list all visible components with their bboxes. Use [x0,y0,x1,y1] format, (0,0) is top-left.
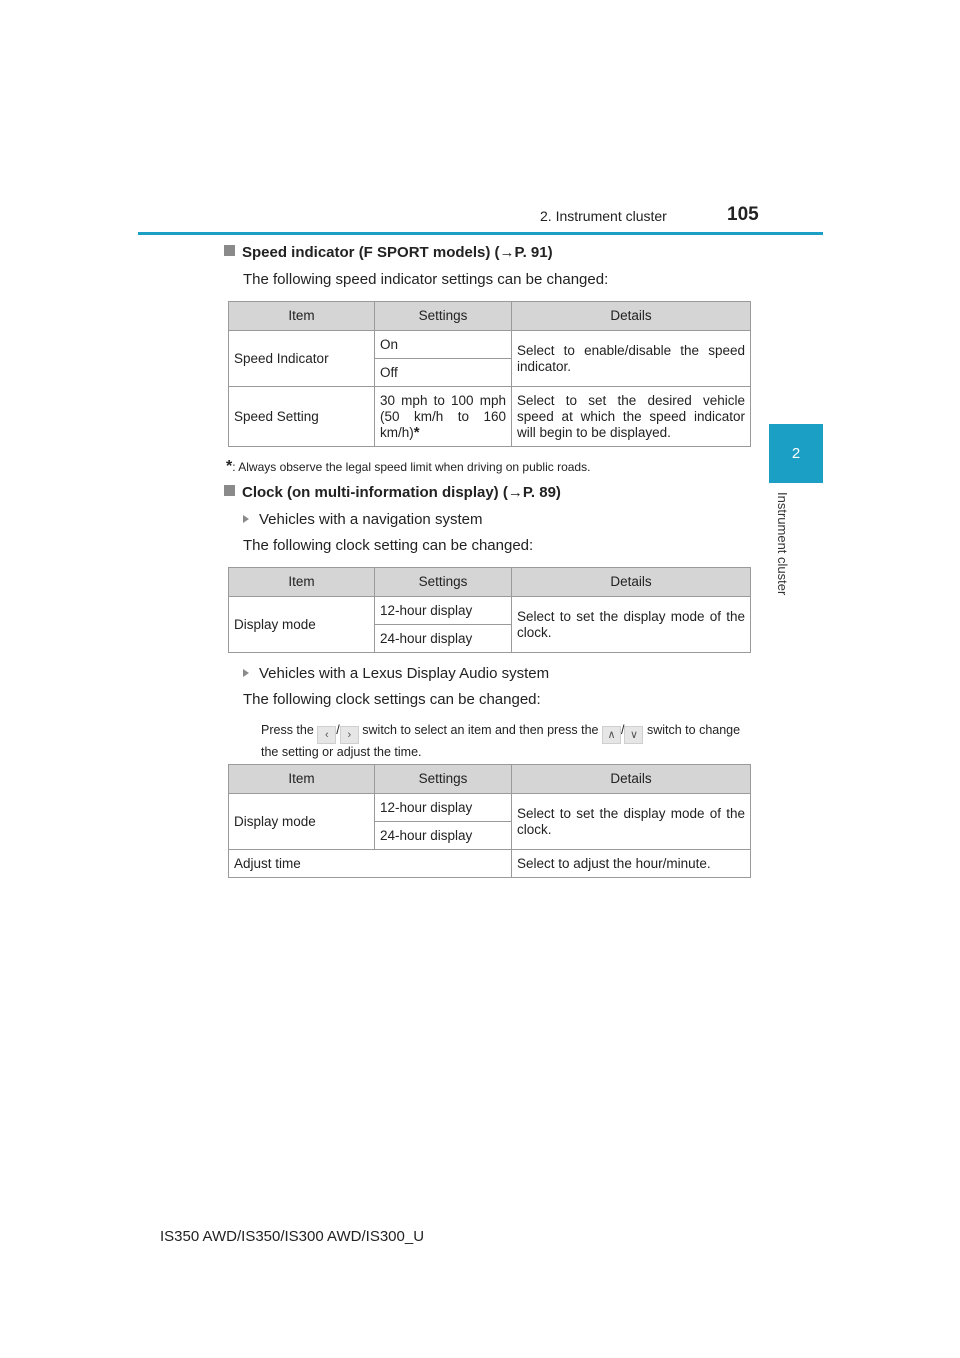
item-cell: Adjust time [229,850,512,878]
column-header: Settings [375,765,512,794]
table-header-row [229,765,751,794]
section-title: 2. Instrument cluster [540,208,667,224]
item-cell: Speed Setting [229,387,375,447]
setting-cell: 24-hour display [375,625,512,653]
column-header: Details [512,568,751,597]
table-row [229,387,751,447]
chapter-label: Instrument cluster [775,492,790,596]
details-cell: Select to enable/disable the speed indicator. [512,331,751,387]
chapter-number: 2 [791,445,801,462]
details-cell: Select to adjust the hour/minute. [512,850,751,878]
page-number: 105 [727,204,759,225]
clock-heading-text: Clock (on multi-information display) (→P. 89) [242,484,561,501]
chevron-right-icon: › [340,726,359,744]
speed-indicator-intro: The following speed indicator settings can be changed: [243,271,609,288]
table-row [229,794,751,822]
footnote-text: : Always observe the legal speed limit when driving on public roads. [232,460,591,474]
chapter-tab [769,424,823,483]
details-cell: Select to set the display mode of the clock. [512,597,751,653]
speed-indicator-heading-text: Speed indicator (F SPORT models) (→P. 91) [242,244,553,261]
chevron-up-icon: ∧ [602,726,621,744]
note-slash: / [336,723,340,737]
triangle-bullet-icon [243,515,249,523]
column-header: Settings [375,302,512,331]
footer-model: IS350 AWD/IS350/IS300 AWD/IS300_U [160,1228,425,1245]
item-cell: Display mode [229,794,375,850]
column-header: Item [229,765,375,794]
item-cell: Speed Indicator [229,331,375,387]
column-header: Settings [375,568,512,597]
lda-subheading-text: Vehicles with a Lexus Display Audio system [259,665,550,682]
chevron-down-icon: ∨ [624,726,643,744]
nav-system-subheading [243,511,482,528]
table-row [229,331,751,359]
item-cell: Display mode [229,597,375,653]
chevron-left-icon: ‹ [317,726,336,744]
setting-cell: On [375,331,512,359]
column-header: Details [512,765,751,794]
table-row [229,850,751,878]
note-text-3: switch to change the setting or adjust the time. [261,723,741,759]
column-header: Item [229,302,375,331]
triangle-bullet-icon [243,669,249,677]
footnote-marker: * [413,423,420,441]
clock-heading [224,484,561,501]
speed-indicator-table [228,301,751,447]
setting-cell: 12-hour display [375,597,512,625]
square-bullet-icon [224,485,235,496]
setting-text: 30 mph to 100 mph (50 km/h to 160 km/h) [380,392,506,440]
setting-cell: 12-hour display [375,794,512,822]
lda-clock-table [228,764,751,878]
lda-subheading [243,665,549,682]
setting-cell: 24-hour display [375,822,512,850]
details-cell: Select to set the display mode of the clock. [512,794,751,850]
setting-cell: Off [375,359,512,387]
lda-instruction-note [261,722,747,761]
column-header: Item [229,568,375,597]
details-cell: Select to set the desired vehicle speed at which the speed indicator will begin to be displayed. [512,387,751,447]
footnote-asterisk: * [226,458,233,475]
nav-clock-table [228,567,751,653]
table-header-row [229,302,751,331]
header-rule [138,232,823,235]
setting-cell [375,387,512,447]
note-text-2: switch to select an item and then press the [362,723,599,737]
column-header: Details [512,302,751,331]
nav-system-subheading-text: Vehicles with a navigation system [259,511,483,528]
note-slash: / [621,723,625,737]
table-row [229,597,751,625]
table-header-row [229,568,751,597]
speed-indicator-heading [224,244,553,261]
note-text-1: Press the [261,723,314,737]
nav-clock-intro: The following clock setting can be changed: [243,537,534,554]
footnote [226,458,590,476]
square-bullet-icon [224,245,235,256]
lda-clock-intro: The following clock settings can be changed: [243,691,541,708]
